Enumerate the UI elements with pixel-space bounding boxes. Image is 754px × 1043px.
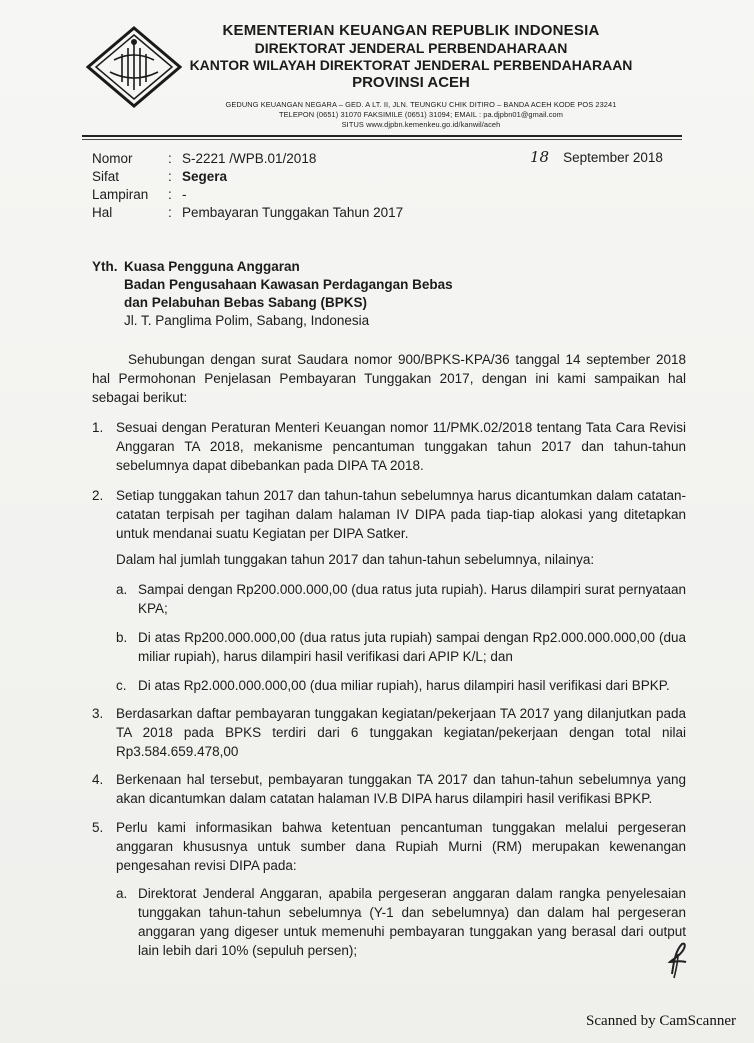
sub-item-text: Di atas Rp200.000.000,00 (dua ratus juta rupiah) sampai dengan Rp2.000.000.000,00 (dua miliar rupiah), harus dilampiri hasil verifikasi dari APIP K/L; dan	[138, 630, 686, 664]
nomor-value: S-2221 /WPB.01/2018	[182, 151, 317, 166]
website-line: SITUS www.djpbn.kemenkeu.go.id/kanwil/aceh	[341, 120, 501, 129]
item-text: Sesuai dengan Peraturan Menteri Keuangan nomor 11/PMK.02/2018 tentang Tata Cara Revisi Anggaran TA 2018, mekanisme pencantuman tunggakan tahun 2017 dan tahun-tahun sebelumnya dapat dibebankan pada DIPA TA 2018.	[116, 420, 686, 473]
addressee-address: Jl. T. Panglima Polim, Sabang, Indonesia	[124, 313, 370, 328]
item-text: Perlu kami informasikan bahwa ketentuan pencantuman tunggakan melalui pergeseran anggaran khususnya untuk sumber dana Rupiah Murni (RM) merupakan kewenangan pengesahan revisi DIPA pada:	[116, 820, 686, 873]
item-number: 5.	[92, 820, 104, 835]
sub-letter: a.	[116, 582, 128, 597]
sub-item-text: Di atas Rp2.000.000.000,00 (dua miliar rupiah), harus dilampiri hasil verifikasi dari BPKP.	[138, 678, 670, 693]
sub-item-text: Sampai dengan Rp200.000.000,00 (dua ratus juta rupiah). Harus dilampiri surat pernyataan KPA;	[138, 582, 686, 616]
province-name: PROVINSI ACEH	[352, 74, 470, 91]
sifat-value: Segera	[182, 169, 228, 184]
addressee-org-2: dan Pelabuhan Bebas Sabang (BPKS)	[124, 295, 368, 310]
ministry-logo	[86, 26, 182, 108]
addressee-org: Badan Pengusahaan Kawasan Perdagangan Bebas	[124, 277, 453, 292]
letterhead	[186, 22, 636, 92]
lampiran-label: Lampiran	[92, 187, 149, 202]
item-text: Setiap tunggakan tahun 2017 dan tahun-tahun sebelumnya harus dicantumkan dalam catatan-catatan terpisah per tagihan dalam halaman IV DIPA pada tiap-tiap alokasi yang ditetapkan untuk mendanai suatu Kegiatan per DIPA Satker.	[116, 488, 686, 541]
item-text: Berdasarkan daftar pembayaran tunggakan kegiatan/pekerjaan TA 2017 yang dilanjutkan pada TA 2018 pada BPKS terdiri dari 6 tunggakan kegiatan/pekerjaan dengan total nilai Rp3.584.659.478,00	[116, 706, 686, 759]
lampiran-value: -	[182, 187, 187, 202]
item-text: Berkenaan hal tersebut, pembayaran tunggakan TA 2017 dan tahun-tahun sebelumnya yang akan dicantumkan dalam catatan halaman IV.B DIPA harus dilampiri hasil verifikasi BPKP.	[116, 772, 686, 806]
letter-meta	[92, 150, 403, 222]
letter-date	[530, 148, 663, 166]
hal-value: Pembayaran Tunggakan Tahun 2017	[182, 205, 404, 220]
contact-line: TELEPON (0651) 31070 FAKSIMILE (0651) 31094; EMAIL : pa.djpbn01@gmail.com	[278, 110, 564, 119]
sub-letter: b.	[116, 630, 128, 645]
scanner-watermark: Scanned by CamScanner	[586, 1013, 736, 1029]
sub-item-text: Direktorat Jenderal Anggaran, apabila pergeseran anggaran dalam rangka penyelesaian tunggakan tahun-tahun sebelumnya (Y-1 dan sebelumnya) dan dalam hal pergeseran anggaran yang digeser untuk memenuhi pembayaran tunggakan yang berasal dari output lain lebih dari 10% (sepuluh persen);	[138, 886, 686, 958]
intro-paragraph: Sehubungan dengan surat Saudara nomor 900/BPKS-KPA/36 tanggal 14 september 2018 hal Permohonan Penjelasan Pembayaran Tunggakan 2017, dengan ini kami sampaikan hal sebagai berikut:	[92, 352, 686, 405]
sub-letter: a.	[116, 886, 128, 901]
nomor-label: Nomor	[92, 151, 133, 166]
sifat-label: Sifat	[92, 169, 120, 184]
hal-label: Hal	[92, 205, 113, 220]
colon: :	[168, 151, 172, 166]
item-number: 1.	[92, 420, 104, 435]
addressee-prefix: Yth.	[92, 259, 118, 274]
colon: :	[168, 169, 172, 184]
addressee-title: Kuasa Pengguna Anggaran	[124, 259, 300, 274]
header-divider	[82, 135, 682, 137]
addressee-block	[92, 258, 453, 330]
office-name: KANTOR WILAYAH DIREKTORAT JENDERAL PERBENDAHARAAN	[189, 57, 633, 73]
initial-mark-icon	[664, 940, 692, 980]
ministry-name: KEMENTERIAN KEUANGAN REPUBLIK INDONESIA	[222, 22, 600, 39]
colon: :	[168, 205, 172, 220]
header-divider-thin	[82, 139, 682, 140]
letterhead-address	[186, 100, 656, 130]
item-number: 2.	[92, 488, 104, 503]
date-month-year: September 2018	[563, 150, 663, 165]
address-line: GEDUNG KEUANGAN NEGARA – GED. A LT. II, JLN. TEUNGKU CHIK DITIRO – BANDA ACEH KODE POS 23241	[225, 100, 617, 109]
sub-letter: c.	[116, 678, 127, 693]
directorate-name: DIREKTORAT JENDERAL PERBENDAHARAAN	[254, 40, 568, 56]
date-day: 18	[530, 148, 550, 166]
colon: :	[168, 187, 172, 202]
item-number: 4.	[92, 772, 104, 787]
item2-sub-intro: Dalam hal jumlah tunggakan tahun 2017 dan tahun-tahun sebelumnya, nilainya:	[116, 552, 595, 567]
item-number: 3.	[92, 706, 104, 721]
